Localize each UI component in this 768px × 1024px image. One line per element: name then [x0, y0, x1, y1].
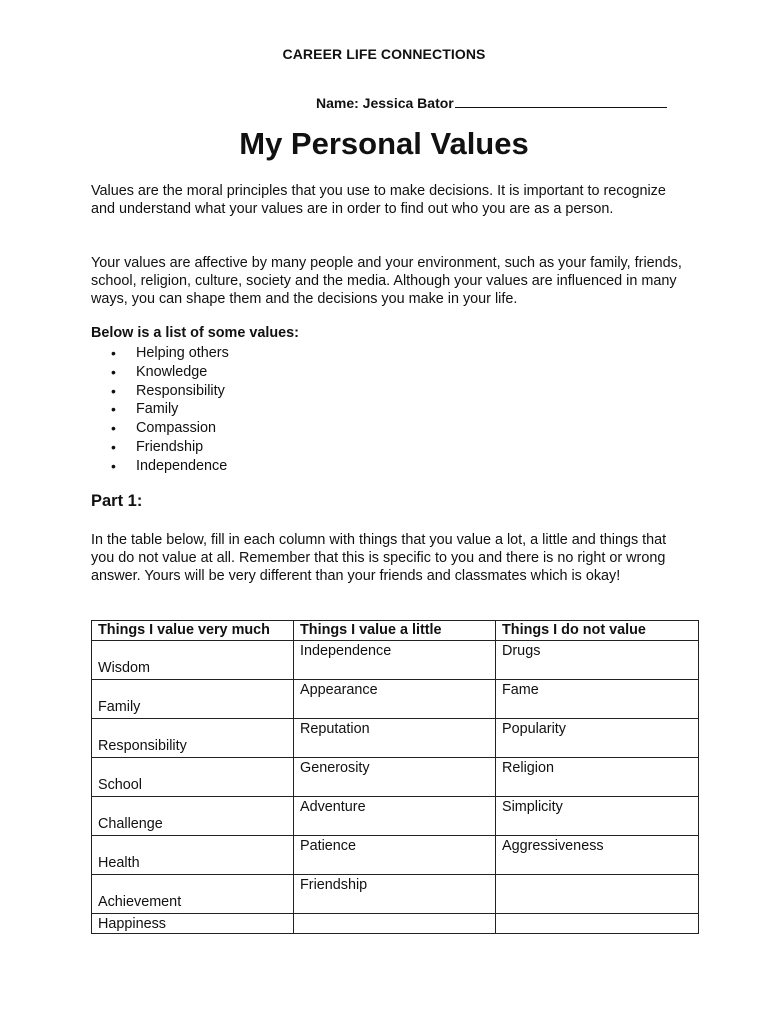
cell-text: Independence [300, 643, 392, 659]
list-item-label: Friendship [136, 438, 204, 455]
cell-text: Generosity [300, 760, 370, 776]
bullet-icon: • [111, 363, 116, 380]
list-item-label: Compassion [136, 420, 216, 437]
table-cell[interactable] [294, 758, 496, 797]
part-1-instructions: In the table below, fill in each column with things that you value a lot, a little and things that you do not value at all. Remember that this is specific to you and there is no right or wrong answer. Yours will be very different than your friends and classmates which is okay! [91, 532, 667, 585]
table-cell[interactable] [294, 719, 496, 758]
table-cell[interactable] [294, 875, 496, 914]
value-list [91, 344, 229, 476]
values-table [91, 620, 699, 934]
table-cell[interactable] [496, 719, 699, 758]
list-item [91, 344, 229, 363]
table-cell[interactable] [496, 758, 699, 797]
cell-text: Popularity [502, 721, 566, 737]
bullet-icon: • [111, 438, 116, 455]
table-cell[interactable] [92, 797, 294, 836]
table-row [92, 680, 699, 719]
list-item-label: Responsibility [136, 382, 225, 399]
column-header-do-not-value: Things I do not value [496, 621, 699, 641]
table-cell[interactable] [496, 914, 699, 934]
name-underline [455, 93, 667, 108]
cell-text: Wisdom [98, 660, 150, 676]
table-cell[interactable] [496, 836, 699, 875]
table-cell[interactable] [496, 875, 699, 914]
list-item-label: Helping others [136, 345, 229, 361]
cell-text: Appearance [300, 682, 378, 698]
table-cell[interactable] [92, 875, 294, 914]
table-row [92, 719, 699, 758]
intro-paragraph: Values are the moral principles that you use to make decisions. It is important to recognize and understand what your values are in order to find out who you are as a person. [91, 183, 666, 218]
cell-text: School [98, 777, 143, 793]
column-header-value-little: Things I value a little [294, 621, 496, 641]
bullet-icon: • [111, 457, 116, 474]
table-row [92, 836, 699, 875]
list-item [91, 363, 229, 382]
list-item-label: Knowledge [136, 363, 208, 380]
cell-text: Religion [502, 760, 554, 776]
cell-text: Adventure [300, 799, 366, 815]
cell-text: Fame [502, 682, 539, 698]
table-cell[interactable] [294, 797, 496, 836]
list-item-label: Independence [136, 457, 228, 474]
influence-paragraph: Your values are affective by many people and your environment, such as your family, friends, school, religion, culture, society and the media. Although your values are influenced in many ways, you can shape them and the decisions you make in your life. [91, 255, 682, 308]
cell-text: Patience [300, 838, 357, 854]
cell-text: Aggressiveness [502, 838, 604, 854]
list-item-label: Family [136, 401, 179, 418]
table-cell[interactable] [92, 641, 294, 680]
bullet-icon: • [111, 382, 116, 399]
table-cell[interactable] [294, 836, 496, 875]
cell-text: Happiness [98, 916, 166, 932]
cell-text: Health [98, 855, 140, 871]
cell-text: Responsibility [98, 738, 187, 754]
table-cell[interactable] [294, 914, 496, 934]
list-item [91, 457, 229, 476]
table-row [92, 914, 699, 934]
table-header-row [92, 621, 699, 641]
cell-text: Reputation [300, 721, 370, 737]
cell-text: Drugs [502, 643, 541, 659]
table-cell[interactable] [92, 680, 294, 719]
course-title: CAREER LIFE CONNECTIONS [282, 46, 486, 62]
list-item [91, 438, 229, 457]
cell-text: Achievement [98, 894, 182, 910]
table-row [92, 758, 699, 797]
table-cell[interactable] [92, 914, 294, 934]
bullet-icon: • [111, 345, 116, 361]
table-cell[interactable] [294, 641, 496, 680]
table-cell[interactable] [496, 680, 699, 719]
table-row [92, 797, 699, 836]
table-cell[interactable] [92, 836, 294, 875]
table-cell[interactable] [496, 797, 699, 836]
student-name-line [316, 93, 667, 111]
student-name-label: Name: Jessica Bator [316, 95, 454, 111]
table-cell[interactable] [294, 680, 496, 719]
cell-text: Challenge [98, 816, 163, 832]
table-row [92, 641, 699, 680]
part-1-heading: Part 1: [91, 492, 143, 510]
list-item [91, 400, 229, 419]
column-header-value-very-much: Things I value very much [92, 621, 294, 641]
table-cell[interactable] [92, 719, 294, 758]
table-cell[interactable] [496, 641, 699, 680]
bullet-icon: • [111, 420, 116, 437]
list-item [91, 382, 229, 401]
table-row [92, 875, 699, 914]
list-item [91, 419, 229, 438]
cell-text: Family [98, 699, 141, 715]
table-cell[interactable] [92, 758, 294, 797]
cell-text: Simplicity [502, 799, 563, 815]
page-title: My Personal Values [239, 126, 529, 161]
value-list-heading: Below is a list of some values: [91, 325, 299, 341]
cell-text: Friendship [300, 877, 368, 893]
bullet-icon: • [111, 401, 116, 418]
